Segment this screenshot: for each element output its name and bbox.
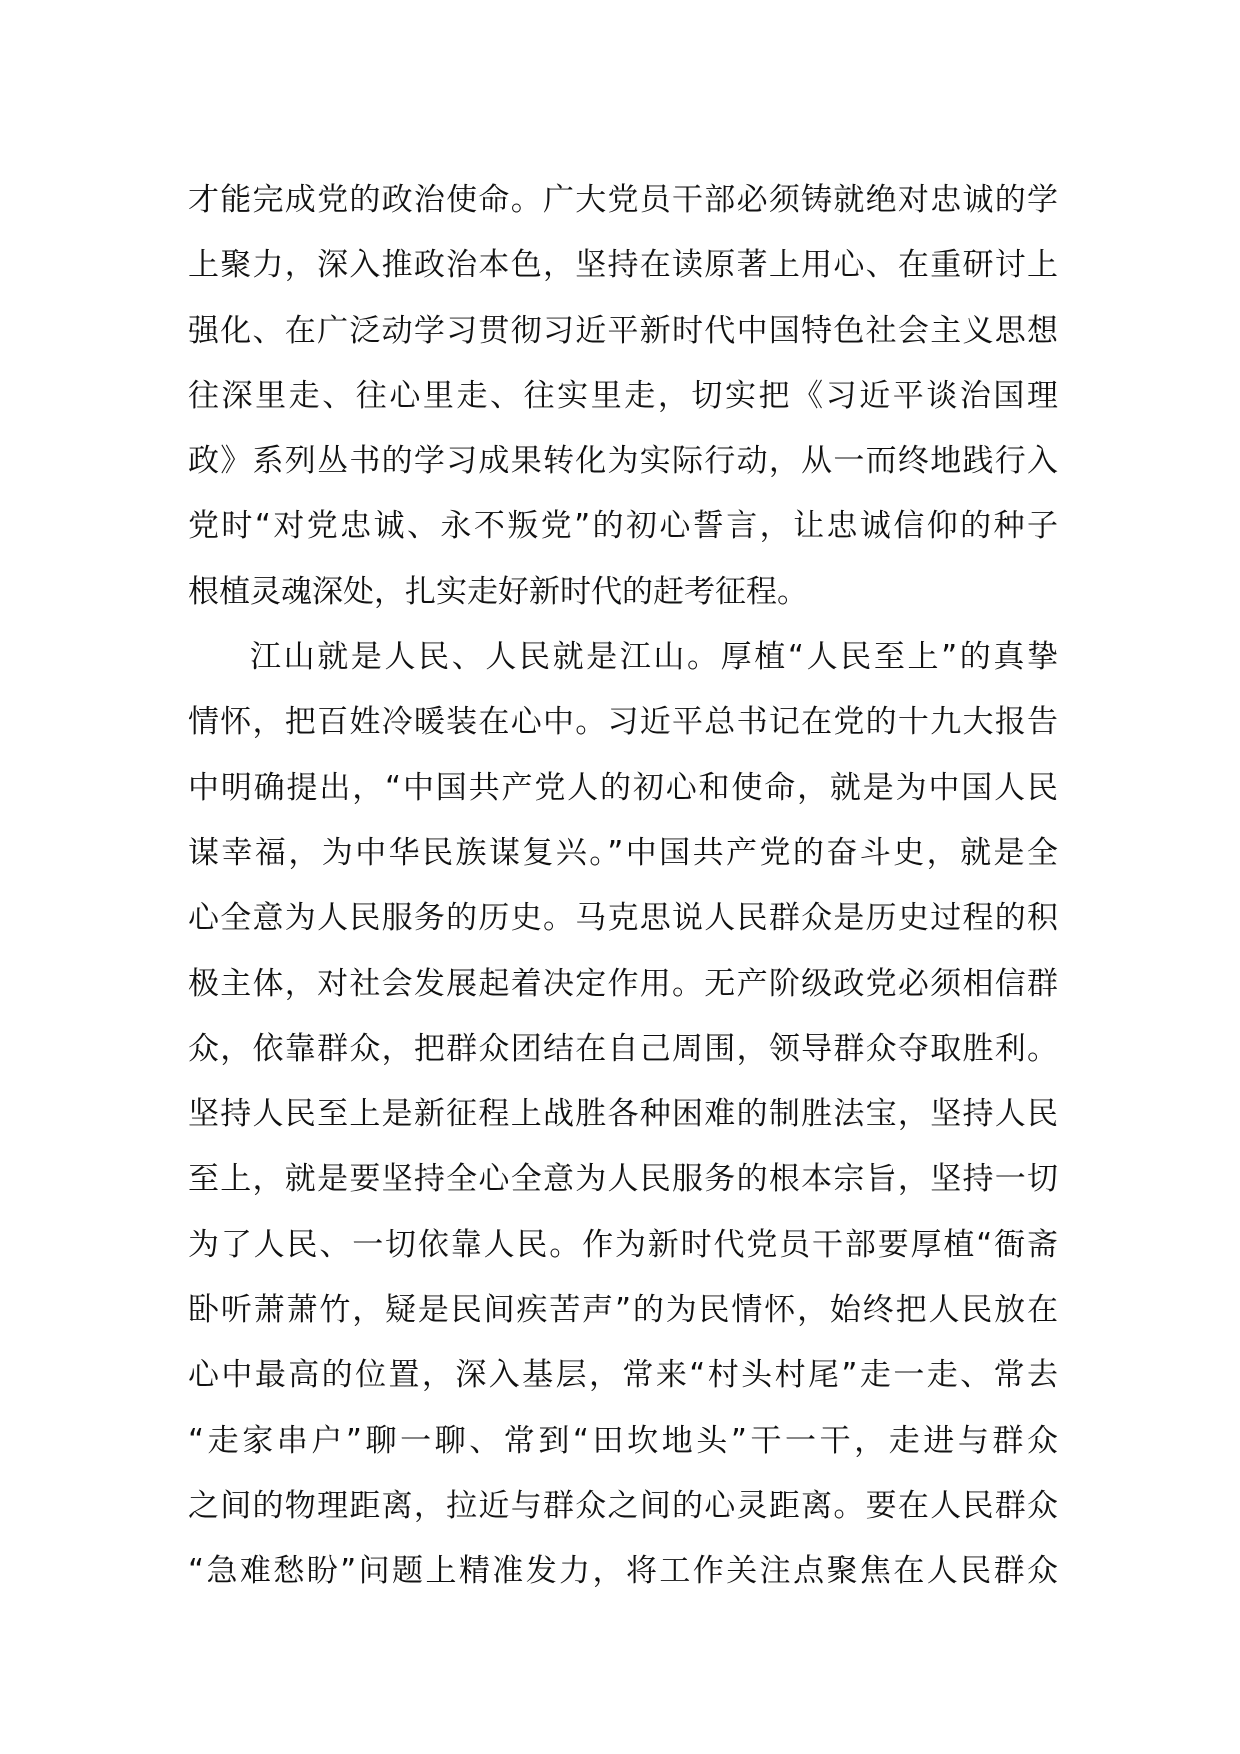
text-line: 往深里走、往心里走、往实里走，切实把《习近平谈治国理 bbox=[188, 377, 1058, 414]
text-line: 根植灵魂深处，扎实走好新时代的赶考征程。 bbox=[188, 573, 808, 610]
paragraph-1 bbox=[188, 168, 1058, 625]
text-line: “走家串户”聊一聊、常到“田坎地头”干一干，走进与群众 bbox=[188, 1422, 1058, 1459]
text-line: 极主体，对社会发展起着决定作用。无产阶级政党必须相信群 bbox=[188, 965, 1058, 1002]
text-line: 才能完成党的政治使命。广大党员干部必须铸就绝对忠诚的学 bbox=[188, 182, 1058, 218]
document-body bbox=[188, 168, 1058, 1605]
text-line: 之间的物理距离，拉近与群众之间的心灵距离。要在人民群众 bbox=[188, 1487, 1058, 1524]
text-line: 上聚力，深入推政治本色，坚持在读原著上用心、在重研讨上 bbox=[188, 247, 1058, 284]
text-line: 中明确提出，“中国共产党人的初心和使命，就是为中国人民 bbox=[188, 769, 1058, 806]
text-line: 江山就是人民、人民就是江山。厚植“人民至上”的真挚 bbox=[250, 639, 1058, 676]
text-line: 政》系列丛书的学习成果转化为实际行动，从一而终地践行入 bbox=[188, 443, 1058, 480]
text-line: 为了人民、一切依靠人民。作为新时代党员干部要厚植“衙斋 bbox=[188, 1226, 1058, 1263]
text-line: 党时“对党忠诚、永不叛党”的初心誓言，让忠诚信仰的种子 bbox=[188, 508, 1058, 545]
text-line: 情怀，把百姓冷暖装在心中。习近平总书记在党的十九大报告 bbox=[188, 704, 1058, 741]
paragraph-2 bbox=[188, 625, 1058, 1604]
text-line: 至上，就是要坚持全心全意为人民服务的根本宗旨，坚持一切 bbox=[188, 1161, 1058, 1198]
text-line: 谋幸福，为中华民族谋复兴。”中国共产党的奋斗史，就是全 bbox=[188, 834, 1058, 871]
text-line: 坚持人民至上是新征程上战胜各种困难的制胜法宝，坚持人民 bbox=[188, 1096, 1058, 1133]
text-line: 众，依靠群众，把群众团结在自己周围，领导群众夺取胜利。 bbox=[188, 1030, 1058, 1067]
text-line: 卧听萧萧竹，疑是民间疾苦声”的为民情怀，始终把人民放在 bbox=[188, 1292, 1058, 1329]
text-line: “急难愁盼”问题上精准发力，将工作关注点聚焦在人民群众 bbox=[188, 1553, 1058, 1590]
text-line: 强化、在广泛动学习贯彻习近平新时代中国特色社会主义思想 bbox=[188, 312, 1058, 349]
text-line: 心全意为人民服务的历史。马克思说人民群众是历史过程的积 bbox=[188, 900, 1058, 937]
text-line: 心中最高的位置，深入基层，常来“村头村尾”走一走、常去 bbox=[188, 1357, 1058, 1394]
